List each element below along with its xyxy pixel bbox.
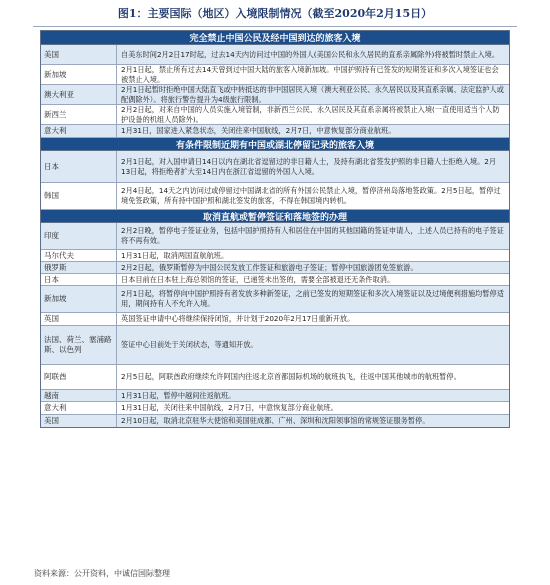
- country-cell: 日本: [41, 274, 117, 285]
- country-cell: 韩国: [41, 183, 117, 209]
- country-cell: 新加坡: [41, 65, 117, 84]
- policy-cell: 签证中心目前处于关闭状态，等通知开放。: [121, 340, 258, 349]
- table-row: [41, 326, 509, 365]
- policy-cell: 英国签证申请中心将继续保持闭馆，并计划于2020年2月17日重新开放。: [121, 314, 355, 323]
- country-cell: 新加坡: [41, 286, 117, 312]
- source-note: 资料来源：公开资料，中诚信国际整理: [34, 569, 170, 578]
- table-row: [41, 65, 509, 85]
- table-row: [41, 45, 509, 65]
- policy-cell: 2月10日起，取消北京驻华大使馆和美国驻成都、广州、深圳和沈阳领事馆的常规签证服务暂停。: [121, 416, 430, 425]
- policy-cell: 日本目前在日本驻上海总领馆的签证，已递签未出签的，需要全部被退还无条件取消。: [121, 274, 395, 284]
- country-cell: 日本: [41, 151, 117, 182]
- country-cell: 马尔代夫: [41, 250, 117, 261]
- policy-cell: 2月1日起，禁止所有过去14天曾到过中国大陆的旅客入境新加坡。中国护照持有已签发的短期签证和多次入境签证也会被禁止入境。: [121, 65, 499, 84]
- policy-cell: 2月2日起，对来自中国的人员实施入境管制，非新西兰公民、永久居民及其直系亲属将被禁止入境(一直使用适当个人防护设备的机组人员除外)。: [121, 105, 500, 124]
- country-cell: 英国: [41, 313, 117, 325]
- table-row: [41, 415, 509, 427]
- country-cell: 美国: [41, 45, 117, 64]
- figure-title: 图1：主要国际（地区）入境限制情况（截至2020年2月15日）: [117, 7, 433, 20]
- policy-cell: 2月1日起暂时拒绝中国大陆直飞或中转抵达的非中国居民入境（澳大利亚公民、永久居民以及其直系亲属、法定监护人或配偶除外）。将旅行警告提升为4级旅行限制。: [121, 85, 504, 104]
- section-header: 完全禁止中国公民及经中国到达的旅客入境: [41, 31, 509, 45]
- table-row: [41, 151, 509, 183]
- policy-cell: 2月1日起，对入国申请日14日以内在湖北省逗留过的非日籍人士，及持有湖北省签发护照的非日籍人士拒绝入境。2月13日起，将拒绝者扩大至14日内在浙江省逗留的外国人入境。: [121, 156, 497, 176]
- table-row: [41, 250, 509, 262]
- table-row: [41, 286, 509, 313]
- table-row: [41, 105, 509, 125]
- title-divider: [33, 26, 517, 27]
- country-cell: 越南: [41, 390, 117, 401]
- country-cell: 法国、荷兰、塞浦路斯、以色列: [41, 326, 117, 364]
- policy-cell: 1月31日起，关闭往来中国航线，2月7日，中意恢复部分商业航班。: [121, 403, 338, 412]
- table-row: [41, 402, 509, 415]
- policy-cell: 2月2日晚，暂停电子签证业务，包括中国护照持有人和居住在中国的其他国籍的签证申请人，上述人员已持有的电子签证将不再有效。: [121, 226, 504, 245]
- section-header: 取消直航或暂停签证和落地签的办理: [41, 210, 509, 223]
- country-cell: 阿联酋: [41, 365, 117, 389]
- country-cell: 意大利: [41, 402, 117, 414]
- policy-cell: 2月4日起，14天之内访问过或停留过中国湖北省的所有外国公民禁止入境，暂停济州岛落地签政策。2月5日起，暂停过境免签政策，所有持中国护照和湖北签发的旅客，不得在韩国境内转机。: [121, 186, 501, 205]
- policy-cell: 1月31日起，取消两国直航航班。: [121, 250, 229, 260]
- table-row: [41, 262, 509, 274]
- policy-cell: 1月31日，国家进入紧急状态，关闭往来中国航线，2月7日，中意恢复部分商业航班。: [121, 126, 396, 135]
- table-row: [41, 183, 509, 210]
- policy-cell: 2月2日起，俄罗斯暂停为中国公民发放工作签证和旅游电子签证；暂停中国旅游团免签旅游。: [121, 262, 418, 272]
- table-row: [41, 390, 509, 402]
- country-cell: 澳大利亚: [41, 85, 117, 104]
- country-cell: 印度: [41, 223, 117, 249]
- table-row: [41, 365, 509, 390]
- country-cell: 意大利: [41, 125, 117, 137]
- entry-restrictions-table: [40, 30, 510, 428]
- policy-cell: 自美东时间2月2日17时起，过去14天内访问过中国的外国人(美国公民和永久居民的直系亲属除外)将被暂时禁止入境。: [121, 49, 500, 59]
- country-cell: 俄罗斯: [41, 262, 117, 273]
- country-cell: 美国: [41, 415, 117, 427]
- policy-cell: 1月31日起，暂停中越间往返航班。: [121, 390, 236, 400]
- table-row: [41, 313, 509, 326]
- table-row: [41, 125, 509, 138]
- table-row: [41, 85, 509, 105]
- table-row: [41, 274, 509, 286]
- table-row: [41, 223, 509, 250]
- section-header: 有条件限制近期有中国或湖北停留记录的旅客入境: [41, 138, 509, 151]
- country-cell: 新西兰: [41, 105, 117, 124]
- policy-cell: 2月1日起，将暂停向中国护照持有者发放多种新签证，之前已签发的短期签证和多次入境签证以及过境便利措施均暂停适用，期间持有人不允许入境。: [121, 289, 504, 308]
- policy-cell: 2月5日起，阿联酋政府继续允许阿国内往返北京首都国际机场的航班执飞，往返中国其他城市的航班暂停。: [121, 372, 461, 381]
